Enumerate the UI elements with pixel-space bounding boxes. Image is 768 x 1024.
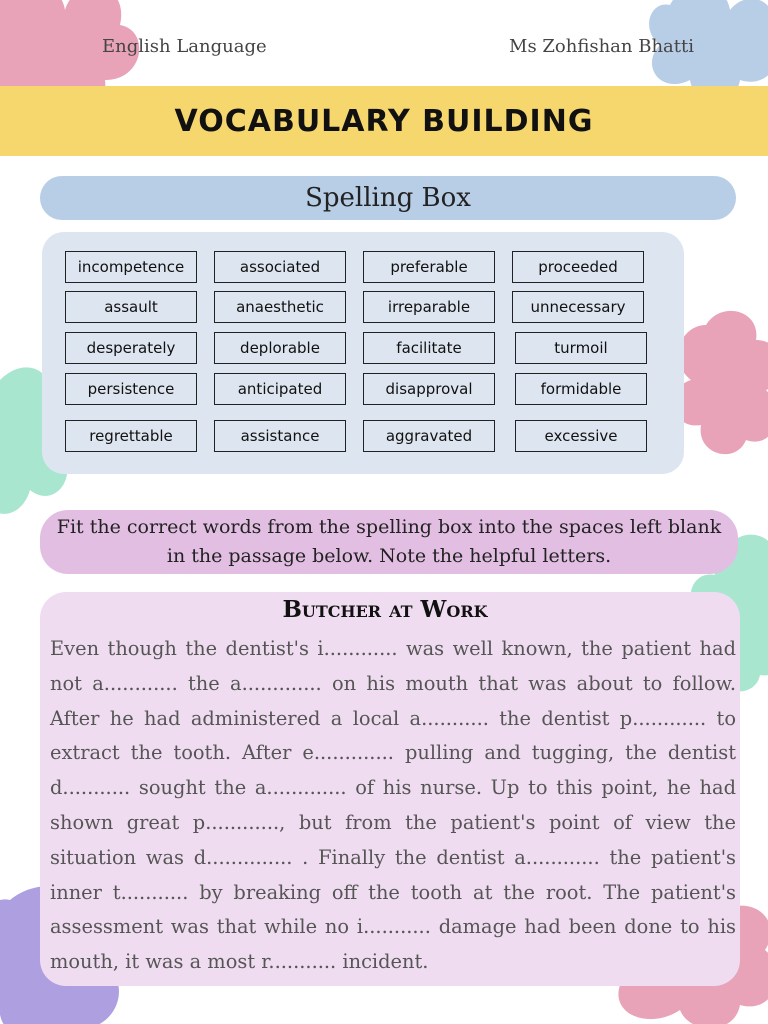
word-box: assault: [65, 291, 197, 323]
passage-text: Even though the dentist's i............ was well known, the patient had not a............ the a............. on his mouth that was about to follow. After he had administered a local a........... the dentist p............ to extract the tooth. After e............. pulling and tugging, the dentist d........... sought the a............. of his nurse. Up to this point, he had shown great p............, but from the patient's point of view the situation was d.............. . Finally the dentist a............ the patient's inner t........... by breaking off the tooth at the root. The patient's assessment was that while no i........... damage had been done to his mouth, it was a most r........... incident.: [50, 637, 736, 974]
passage-title: Butcher at Work: [282, 596, 488, 623]
word-box: regrettable: [65, 420, 197, 452]
instruction-banner: [40, 510, 738, 574]
word-box: deplorable: [214, 332, 346, 364]
word-box: proceeded: [512, 251, 644, 283]
word-box: unnecessary: [512, 291, 644, 323]
word-box: preferable: [363, 251, 495, 283]
word-box: formidable: [515, 373, 647, 405]
word-box: irreparable: [363, 291, 495, 323]
word-box: persistence: [65, 373, 197, 405]
instruction-text: Fit the correct words from the spelling box into the spaces left blank in the passage below. Note the helpful letters.: [56, 516, 722, 567]
word-box: associated: [214, 251, 346, 283]
title-banner: [0, 86, 768, 156]
word-box: incompetence: [65, 251, 197, 283]
word-box: turmoil: [515, 332, 647, 364]
word-box: aggravated: [363, 420, 495, 452]
word-box: facilitate: [363, 332, 495, 364]
spelling-box-header: [40, 176, 736, 220]
word-box: desperately: [65, 332, 197, 364]
subject-label: English Language: [102, 36, 267, 57]
word-box: anticipated: [214, 373, 346, 405]
page-title: VOCABULARY BUILDING: [174, 103, 594, 139]
spelling-box-panel: [42, 232, 684, 474]
word-box: assistance: [214, 420, 346, 452]
word-box: anaesthetic: [214, 291, 346, 323]
teacher-name: Ms Zohfishan Bhatti: [509, 36, 694, 57]
spelling-box-title: Spelling Box: [305, 183, 471, 213]
word-box: excessive: [515, 420, 647, 452]
word-box: disapproval: [363, 373, 495, 405]
